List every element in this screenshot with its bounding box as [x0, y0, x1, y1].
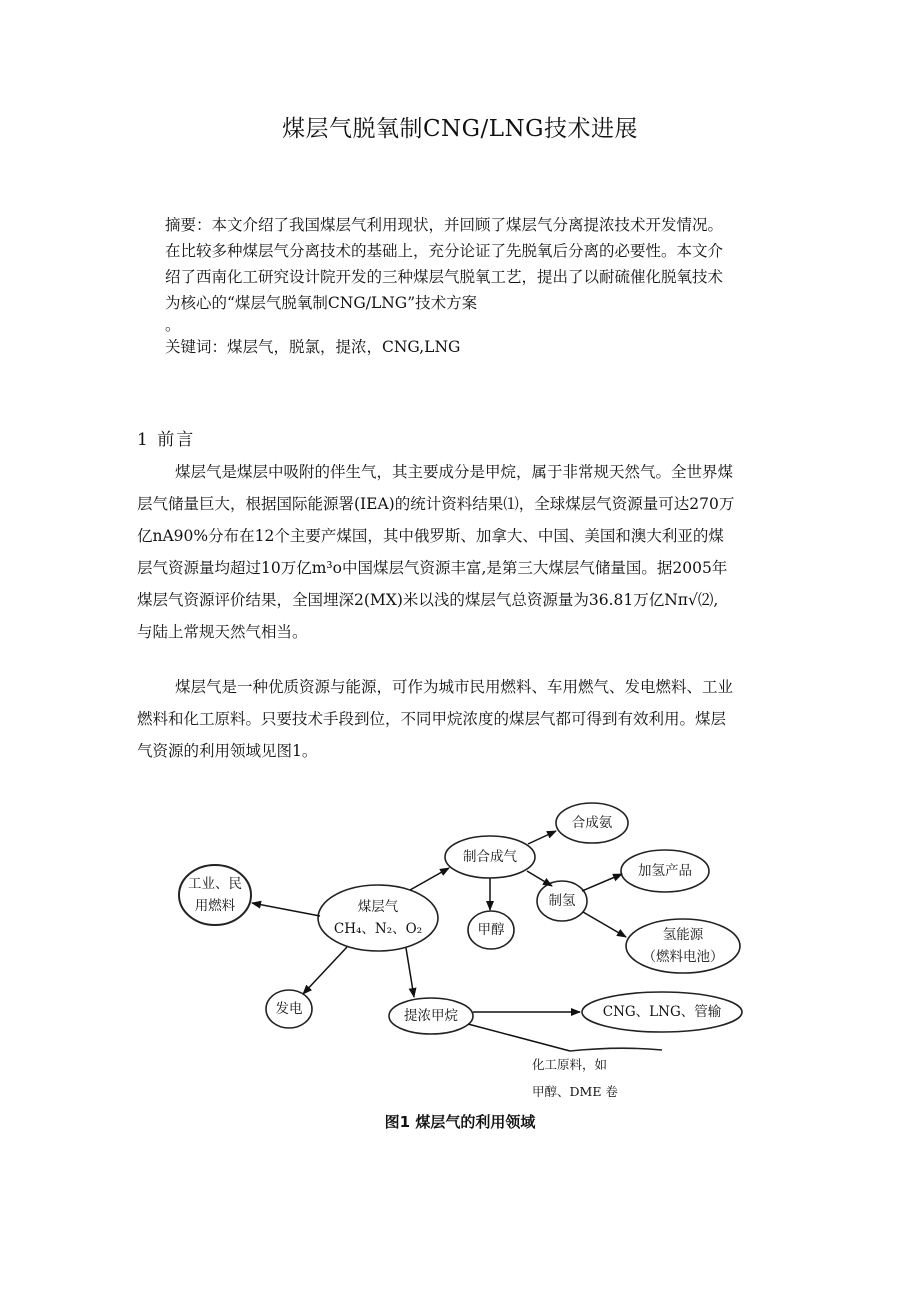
figure-caption: 图1 煤层气的利用领域 [384, 1113, 536, 1131]
paragraph-line: 煤层气是一种优质资源与能源，可作为城市民用燃料、车用燃气、发电燃料、工业 [175, 678, 734, 696]
label-coalbed-methane [318, 896, 438, 940]
arrow-to-hydrogenation [582, 874, 622, 891]
arrow-to-ammonia [528, 831, 556, 844]
paragraph-line: 亿nA90%分布在12个主要产煤国，其中俄罗斯、加拿大、中国、美国和澳大利亚的煤 [137, 527, 724, 545]
label-power: 发电 [275, 1001, 303, 1017]
label-ammonia: 合成氨 [571, 815, 613, 831]
node-chem-feed-arc [570, 1048, 662, 1051]
paragraph-line: 燃料和化工原料。只要技术手段到位，不同甲烷浓度的煤层气都可得到有效利用。煤层 [137, 710, 727, 728]
label-methanol: 甲醇 [477, 922, 505, 938]
abstract-line: 绍了西南化工研究设计院开发的三种煤层气脱氧工艺，提出了以耐硫催化脱氧技术 [165, 268, 724, 286]
line-to-chem-feed [468, 1024, 570, 1051]
arrow-to-h2-energy [583, 912, 626, 937]
arrow-to-enrich [406, 948, 414, 997]
abstract-line: 在比较多种煤层气分离技术的基础上，充分论证了先脱氧后分离的必要性。本文介 [165, 242, 724, 260]
abstract-line: 。 [165, 316, 181, 334]
label-enrich-methane: 提浓甲烷 [404, 1008, 458, 1024]
paragraph-1 [137, 456, 787, 648]
label-line: CH₄、N₂、O₂ [333, 921, 423, 937]
label-line: 用燃料 [194, 898, 236, 914]
figure-1-diagram [170, 795, 750, 1105]
label-h2-energy [626, 924, 740, 968]
paragraph-line: 与陆上常规天然气相当。 [137, 623, 308, 641]
section-heading: 1 前言 [137, 430, 196, 450]
arrow-to-power [303, 947, 347, 994]
label-cng-lng: CNG、LNG、管输 [602, 1004, 722, 1020]
paragraph-line: 层气资源量均超过10万亿m³o中国煤层气资源丰富,是第三大煤层气储量国。据2005年 [137, 559, 728, 577]
abstract-line: 为核心的“煤层气脱氧制CNG/LNG”技术方案 [165, 294, 478, 312]
label-line: 氢能源 [662, 927, 704, 943]
paragraph-line: 煤层气是煤层中吸附的伴生气，其主要成分是甲烷，属于非常规天然气。全世界煤 [175, 463, 734, 481]
arrow-to-industrial [252, 903, 320, 916]
label-hydrogen: 制氢 [548, 893, 576, 909]
label-chem-feed-line1: 化工原料，如 [532, 1057, 608, 1072]
label-syngas: 制合成气 [463, 849, 517, 865]
label-line: 工业、民 [188, 876, 242, 892]
paragraph-line: 层气储量巨大，根据国际能源署(IEA)的统计资料结果⑴，全球煤层气资源量可达270万 [137, 495, 735, 513]
label-industrial-fuel [179, 873, 251, 917]
keywords: 关键词：煤层气，脱氯，提浓，CNG,LNG [165, 338, 461, 356]
label-line: 煤层气 [357, 899, 399, 915]
label-hydrogenation: 加氢产品 [638, 863, 692, 879]
arrow-to-hydrogen [527, 871, 552, 886]
abstract [165, 212, 787, 360]
paragraph-2 [137, 671, 787, 767]
paragraph-line: 气资源的利用领域见图1。 [137, 742, 318, 760]
label-chem-feed-line2: 甲醇、DME 卷 [532, 1084, 618, 1099]
document-title: 煤层气脱氧制CNG/LNG技术进展 [281, 116, 639, 142]
paragraph-line: 煤层气资源评价结果，全国埋深2(MX)米以浅的煤层气总资源量为36.81万亿Nπ√⑵, [137, 591, 719, 609]
abstract-line: 摘要：本文介绍了我国煤层气利用现状，并回顾了煤层气分离提浓技术开发情况。 [165, 216, 724, 234]
arrow-to-syngas [410, 868, 449, 890]
label-line: （燃料电池） [642, 949, 724, 965]
